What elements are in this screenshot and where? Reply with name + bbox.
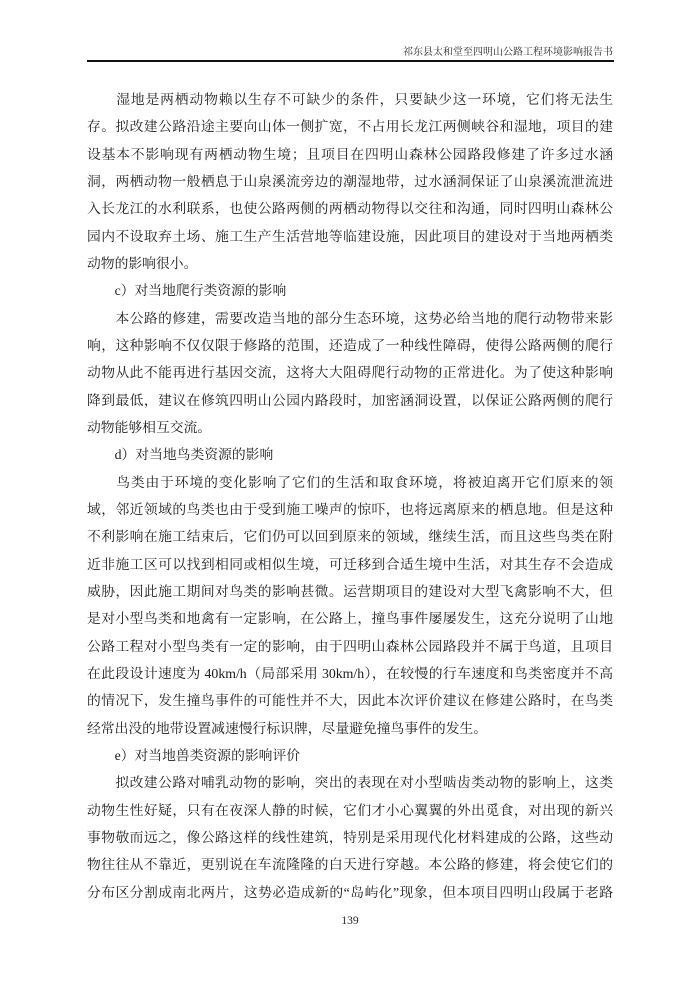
text-line: 是对小型鸟类和地禽有一定影响，在公路上，撞鸟事件屡屡发生，这充分说明了山地 [87,611,613,627]
text-line: c）对当地爬行类资源的影响 [87,283,287,299]
text-body [87,86,613,906]
text-line: 入长龙江的水利联系，也使公路两侧的两栖动物得以交往和沟通，同时四明山森林公 [87,201,613,217]
text-line: 不利影响在施工结束后，它们仍可以回到原来的领域，继续生活，而且这些鸟类在附 [87,529,613,545]
text-line: 设基本不影响现有两栖动物生境；且项目在四明山森林公园路段修建了许多过水涵 [87,146,613,162]
text-line: 动物生性好疑，只有在夜深人静的时候，它们才小心翼翼的外出觅食，对出现的新兴 [87,802,613,818]
text-line: 园内不设取弃土场、施工生产生活营地等临建设施，因此项目的建设对于当地两栖类 [87,228,613,244]
text-line: 威胁，因此施工期间对鸟类的影响甚微。运营期项目的建设对大型飞禽影响不大，但 [87,583,613,599]
text-line: 存。拟改建公路沿途主要向山体一侧扩宽，不占用长龙江两侧峡谷和湿地，项目的建 [87,119,613,135]
text-line: 鸟类由于环境的变化影响了它们的生活和取食环境，将被迫离开它们原来的领 [87,474,613,490]
text-line: 公路工程对小型鸟类有一定的影响，由于四明山森林公园路段并不属于鸟道，且项目 [87,638,613,654]
text-line: 降到最低，建议在修筑四明山公园内路段时，加密涵洞设置，以保证公路两侧的爬行 [87,392,613,408]
text-line: 洞，两栖动物一般栖息于山泉溪流旁边的潮湿地带，过水涵洞保证了山泉溪流泄流进 [87,173,613,189]
text-line: 响，这种影响不仅仅限于修路的范围，还造成了一种线性障碍，使得公路两侧的爬行 [87,337,613,353]
text-line: 动物的影响很小。 [87,255,198,271]
text-line: e）对当地兽类资源的影响评价 [87,747,301,763]
page-number: 139 [341,915,359,927]
header-rule [87,60,614,62]
running-header-title: 祁东县太和堂至四明山公路工程环境影响报告书 [403,47,613,58]
text-line: 域，邻近领域的鸟类也由于受到施工噪声的惊吓，也将远离原来的栖息地。但是这种 [87,501,613,517]
text-line: 经常出没的地带设置减速慢行标识牌，尽量避免撞鸟事件的发生。 [87,720,488,736]
text-line: 分布区分割成南北两片，这势必造成新的“岛屿化”现象，但本项目四明山段属于老路 [87,884,613,900]
text-line: d）对当地鸟类资源的影响 [87,447,274,463]
text-line: 近非施工区可以找到相同或相似生境，可迁移到合适生境中生活，对其生存不会造成 [87,556,613,572]
text-line: 湿地是两栖动物赖以生存不可缺少的条件，只要缺少这一环境，它们将无法生 [87,92,613,107]
text-line: 事物敬而远之，像公路这样的线性建筑，特别是采用现代化材料建成的公路，这些动 [87,829,613,845]
text-line: 动物能够相互交流。 [87,419,212,435]
text-line: 拟改建公路对哺乳动物的影响，突出的表现在对小型啮齿类动物的影响上，这类 [87,775,613,791]
text-line: 的情况下，发生撞鸟事件的可能性并不大，因此本次评价建议在修建公路时，在鸟类 [87,693,613,709]
text-line: 本公路的修建，需要改造当地的部分生态环境，这势必给当地的爬行动物带来影 [87,310,613,326]
text-line: 物往往从不靠近，更别说在车流隆隆的白天进行穿越。本公路的修建，将会使它们的 [87,857,613,873]
text-line: 动物从此不能再进行基因交流，这将大大阻碍爬行动物的正常进化。为了使这种影响 [87,365,613,381]
text-line: 在此段设计速度为 40km/h（局部采用 30km/h），在较慢的行车速度和鸟类密度并不高 [87,665,613,681]
